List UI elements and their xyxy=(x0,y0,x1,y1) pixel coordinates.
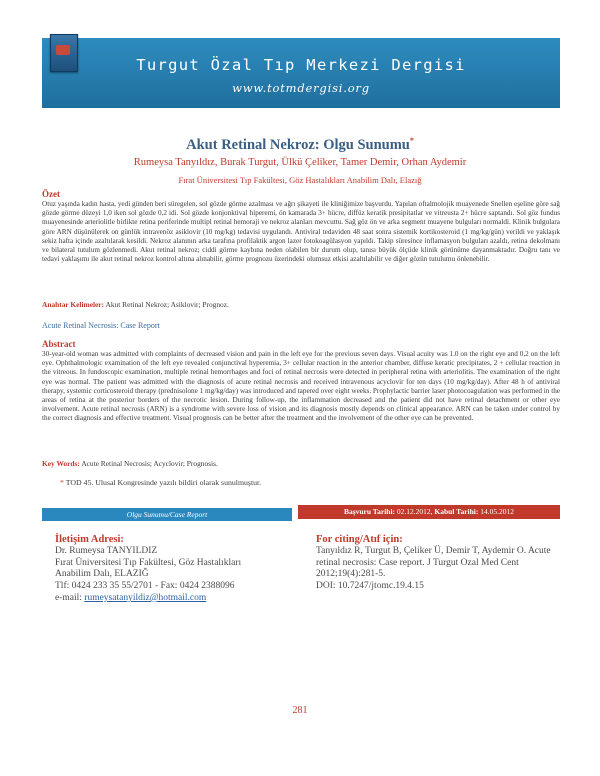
contact-address xyxy=(55,534,285,605)
footnote-text: TOD 45. Ulusal Kongresinde yazılı bildiri olarak sunulmuştur. xyxy=(65,478,262,487)
received-label: Başvuru Tarihi: xyxy=(343,507,396,516)
abstract-keywords-label: Key Words: xyxy=(42,459,80,468)
contact-email-row xyxy=(55,593,285,605)
citation-block xyxy=(316,534,556,593)
article-title xyxy=(0,136,600,154)
page-number: 281 xyxy=(292,705,308,716)
email-link[interactable]: rumeysatanyildiz@hotmail.com xyxy=(84,592,207,603)
journal-url[interactable]: www.totmdergisi.org xyxy=(232,81,370,95)
footnote xyxy=(60,478,261,487)
author-list: Rumeysa Tanyıldız, Burak Turgut, Ülkü Çeliker, Tamer Demir, Orhan Aydemir xyxy=(133,157,467,168)
journal-banner xyxy=(42,38,560,108)
article-title-text: Akut Retinal Nekroz: Olgu Sunumu xyxy=(186,136,410,153)
contact-line2: Anabilim Dalı, ELAZIĞ xyxy=(55,569,149,580)
received-date: 02.12.2012, xyxy=(396,507,433,516)
citation-doi: DOI: 10.7247/jtomc.19.4.15 xyxy=(316,581,424,592)
case-report-bar: Olgu Sunumu/Case Report xyxy=(42,508,292,521)
ozet-keywords-value: Akut Retinal Nekroz; Asiklovir; Prognoz. xyxy=(105,300,229,309)
dates-bar xyxy=(298,505,560,519)
abstract-keywords xyxy=(42,459,560,468)
english-report-label: Acute Retinal Necrosis: Case Report xyxy=(42,321,160,330)
abstract-heading: Abstract xyxy=(42,339,76,349)
contact-heading: İletişim Adresi: xyxy=(55,534,124,545)
footnote-star: * xyxy=(60,478,64,487)
accepted-label: Kabul Tarihi: xyxy=(434,507,479,516)
abstract-keywords-value: Acute Retinal Necrosis; Acyclovir; Prognosis. xyxy=(81,459,218,468)
title-footnote-mark: * xyxy=(409,136,414,145)
citation-heading: For citing/Atıf için: xyxy=(316,534,403,545)
contact-phone: Tlf: 0424 233 35 55/2701 - Fax: 0424 2388096 xyxy=(55,581,235,592)
email-label: e-mail: xyxy=(55,592,82,603)
journal-title: Turgut Özal Tıp Merkezi Dergisi xyxy=(136,56,466,74)
citation-text: Tanyıldız R, Turgut B, Çeliker Ü, Demir T, Aydemir O. Acute retinal necrosis: Case report. J Turgut Ozal Med Cent 2012;19(4):281-5. xyxy=(316,545,551,580)
abstract-text: 30-year-old woman was admitted with complaints of decreased vision and pain in the left eye for the previous seven days. Visual acuity was 1.0 on the right eye and 0,2 on the left eye. Ophthalmologic examination of the left eye revealed conjunctival hyperemia, 3+ cellular reaction in the anterior chamber, diffuse keratic precipitates, 2 + cellular reaction in the vitreous. In fundoscopic examination, multiple retinal hemorrhages and foci of retinal necrosis were detected in peripheral retina with arteriolitis. The examination of the right eye was normal. The patient was admitted with the diagnosis of acute retinal necrosis and received intravenous acyclovir for ten days (10 mg/kg/day). After 48 h of antiviral therapy, systemic corticosteroid therapy (prednisolone 1 mg/kg/day) was introduced and tapered over eight weeks. Prophylactic barrier laser photocoagulation was performed in the areas of retina at the posterior borders of the necrotic lesion. During follow-up, the inflammation decreased and the patient did not have retinal detachment or other eye involvement. Acute retinal necrosis (ARN) is a syndrome with severe loss of vision and its diagnosis mostly depends on clinical appearance. ARN can be taken under control by the correct diagnosis and effective treatment. Visual prognosis can be better after the treatment and the involvement of the other eye can be prevented. xyxy=(42,350,560,423)
contact-name: Dr. Rumeysa TANYILDIZ xyxy=(55,545,158,556)
affiliation: Fırat Üniversitesi Tıp Fakültesi, Göz Hastalıkları Anabilim Dalı, Elazığ xyxy=(178,175,422,185)
ozet-keywords-label: Anahtar Kelimeler: xyxy=(42,300,105,309)
ozet-keywords xyxy=(42,300,560,309)
ozet-heading: Özet xyxy=(42,189,60,199)
ozet-text: Otuz yaşında kadın hasta, yedi günden beri süregelen, sol gözde görme azalması ve ağrı şikayeti ile kliniğimize başvurdu. Yapılan oftalmolojik muayenede Snellen eşeline göre sağ gözde görme düzeyi 1,0 iken sol gözde 0,2 idi. Sol gözde konjonktival hiperemi, ön kamarada 3+ hücre, diffüz keratik presipitatlar ve vitreusta 2+ hücre saptandı. Sol göz fundus muayenesinde arteriolitle birlikte retina periferinde multipl retinal hemoraji ve nekroz alanları mevcuttu. Sağ göz ön ve arka segment muayene bulguları normaldi. Klinik bulgulara göre ARN düşünülerek on günlük intravenöz asiklovir (10 mg/kg) tedavisi uygulandı. Antiviral tedaviden 48 saat sonra sistemik kortikosteroid (1 mg/kg/gün) verildi ve yaklaşık sekiz hafta içinde azaltılarak kesildi. Nekroz alanının arka tarafına profilaktik argon lazer fotokoagülasyon yapıldı. Takip süresince inflamasyon bulguları azaldı, retina dekolmanı ve bilateral tutulum gözlenmedi. Akut retinal nekroz; ciddi görme kaybına neden olabilen bir durum olup, tanısı büyük ölçüde klinik görünüme dayanmaktadır. Doğru tanı ve tedavi yaklaşımı ile akut retinal nekroz kontrol altına alınabilir, görme prognozu üzerindeki olumsuz etkisi azaltılabilir ve diğer gözün tutulumu önlenebilir. xyxy=(42,200,560,264)
contact-line1: Fırat Üniversitesi Tıp Fakültesi, Göz Hastalıkları xyxy=(55,557,242,568)
accepted-date: 14.05.2012 xyxy=(480,507,515,516)
